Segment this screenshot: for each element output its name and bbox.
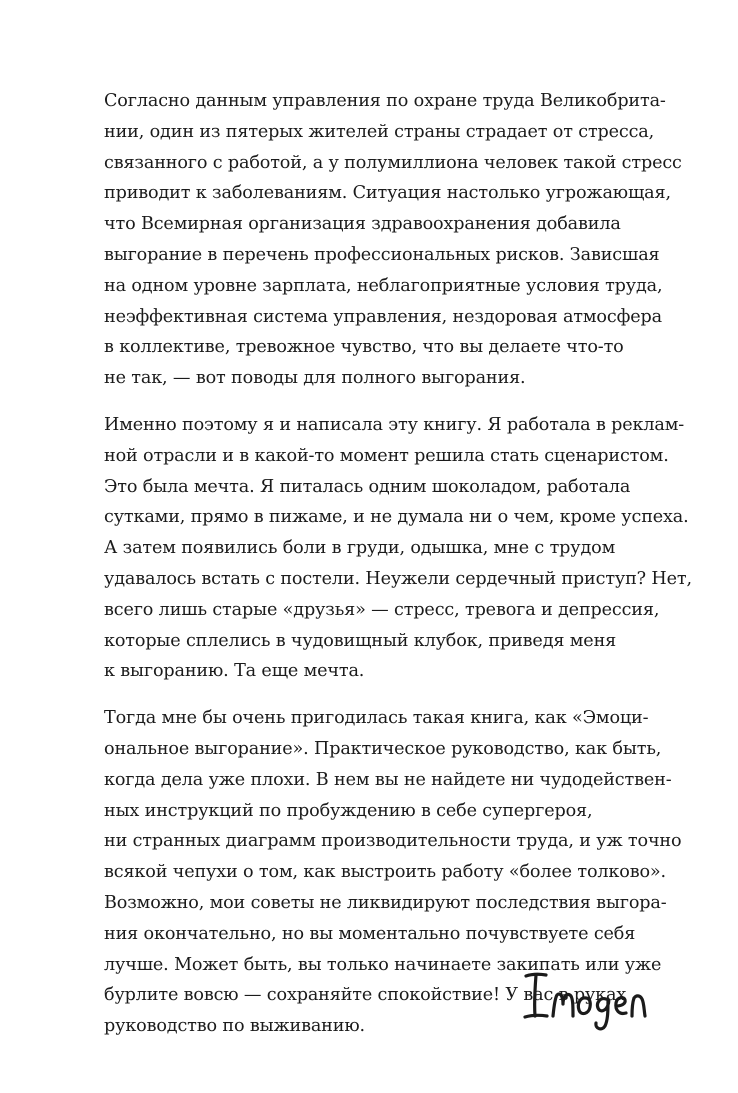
text-line: ни странных диаграмм производительности труда, и уж точно	[104, 831, 682, 852]
text-line: нии, один из пятерых жителей страны страдает от стресса,	[104, 121, 655, 142]
text-line: Возможно, мои советы не ликвидируют последствия выгора-	[104, 892, 667, 913]
text-line: что Всемирная организация здравоохранения добавила	[104, 214, 621, 235]
text-line: ональное выгорание». Практическое руководство, как быть,	[104, 738, 662, 759]
text-line: Именно поэтому я и написала эту книгу. Я работала в реклам-	[104, 414, 685, 435]
paragraph-1	[104, 86, 682, 394]
handwritten-signature	[520, 962, 660, 1032]
text-line: А затем появились боли в груди, одышка, мне с трудом	[104, 538, 616, 559]
text-line: Это была мечта. Я питалась одним шоколадом, работала	[104, 476, 631, 497]
text-line: лучше. Может быть, вы только начинаете закипать или уже	[104, 954, 662, 975]
text-line: Тогда мне бы очень пригодилась такая книга, как «Эмоци-	[104, 708, 649, 729]
text-line: Согласно данным управления по охране труда Великобрита-	[104, 91, 666, 111]
text-line: руководство по выживанию.	[104, 1016, 365, 1037]
text-line: сутками, прямо в пижаме, и не думала ни о чем, кроме успеха.	[104, 507, 689, 528]
text-line: выгорание в перечень профессиональных рисков. Зависшая	[104, 244, 660, 265]
text-line: приводит к заболеваниям. Ситуация настолько угрожающая,	[104, 183, 671, 204]
text-line: бурлите вовсю — сохраняйте спокойствие! У вас в руках	[104, 985, 627, 1006]
text-line: не так, — вот поводы для полного выгорания.	[104, 368, 526, 389]
text-line: всякой чепухи о том, как выстроить работу «более толково».	[104, 862, 666, 883]
text-line: неэффективная система управления, нездоровая атмосфера	[104, 306, 662, 327]
text-line: ной отрасли и в какой-то момент решила стать сценаристом.	[104, 445, 669, 466]
text-line: удавалось встать с постели. Неужели сердечный приступ? Нет,	[104, 568, 692, 589]
text-line: в коллективе, тревожное чувство, что вы делаете что-то	[104, 337, 624, 358]
text-line: к выгоранию. Та еще мечта.	[104, 661, 365, 682]
text-line: связанного с работой, а у полумиллиона человек такой стресс	[104, 152, 682, 173]
page-body	[104, 86, 692, 1042]
text-line: всего лишь старые «друзья» — стресс, тревога и депрессия,	[104, 599, 660, 620]
text-line: когда дела уже плохи. В нем вы не найдете ни чудодействен-	[104, 769, 672, 790]
text-line: на одном уровне зарплата, неблагоприятные условия труда,	[104, 275, 663, 296]
signature-drawing	[520, 962, 660, 1032]
text-line: ния окончательно, но вы моментально почувствуете себя	[104, 923, 636, 944]
text-line: ных инструкций по пробуждению в себе супергероя,	[104, 800, 593, 821]
paragraph-2	[104, 410, 692, 687]
text-line: которые сплелись в чудовищный клубок, приведя меня	[104, 630, 617, 651]
